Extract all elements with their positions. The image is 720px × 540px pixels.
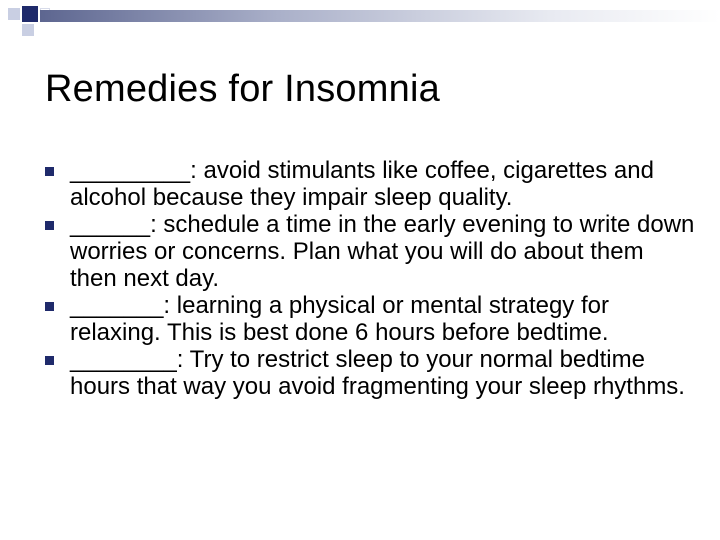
- slide-title: Remedies for Insomnia: [45, 68, 440, 110]
- bullet-text: _________: avoid stimulants like coffee, cigarettes and alcohol because they impair sleep quality.: [70, 157, 654, 211]
- bullet-text: ________: Try to restrict sleep to your normal bedtime hours that way you avoid fragmenting your sleep rhythms.: [70, 346, 685, 400]
- list-item: [45, 157, 695, 211]
- list-item: [45, 346, 695, 400]
- square-bullet-icon: [45, 167, 54, 176]
- header-gradient-bar: [40, 10, 720, 22]
- bullet-text: _______: learning a physical or mental strategy for relaxing. This is best done 6 hours before bedtime.: [70, 292, 609, 346]
- square-bullet-icon: [45, 356, 54, 365]
- square-bullet-icon: [45, 302, 54, 311]
- corner-square-decoration: [8, 8, 20, 20]
- bullet-text: ______: schedule a time in the early evening to write down worries or concerns. Plan what you will do about them then next day.: [70, 211, 695, 292]
- list-item: [45, 292, 695, 346]
- bullet-list: [45, 157, 695, 400]
- corner-square-decoration: [22, 24, 34, 36]
- square-bullet-icon: [45, 221, 54, 230]
- list-item: [45, 211, 695, 292]
- corner-square-decoration: [22, 6, 38, 22]
